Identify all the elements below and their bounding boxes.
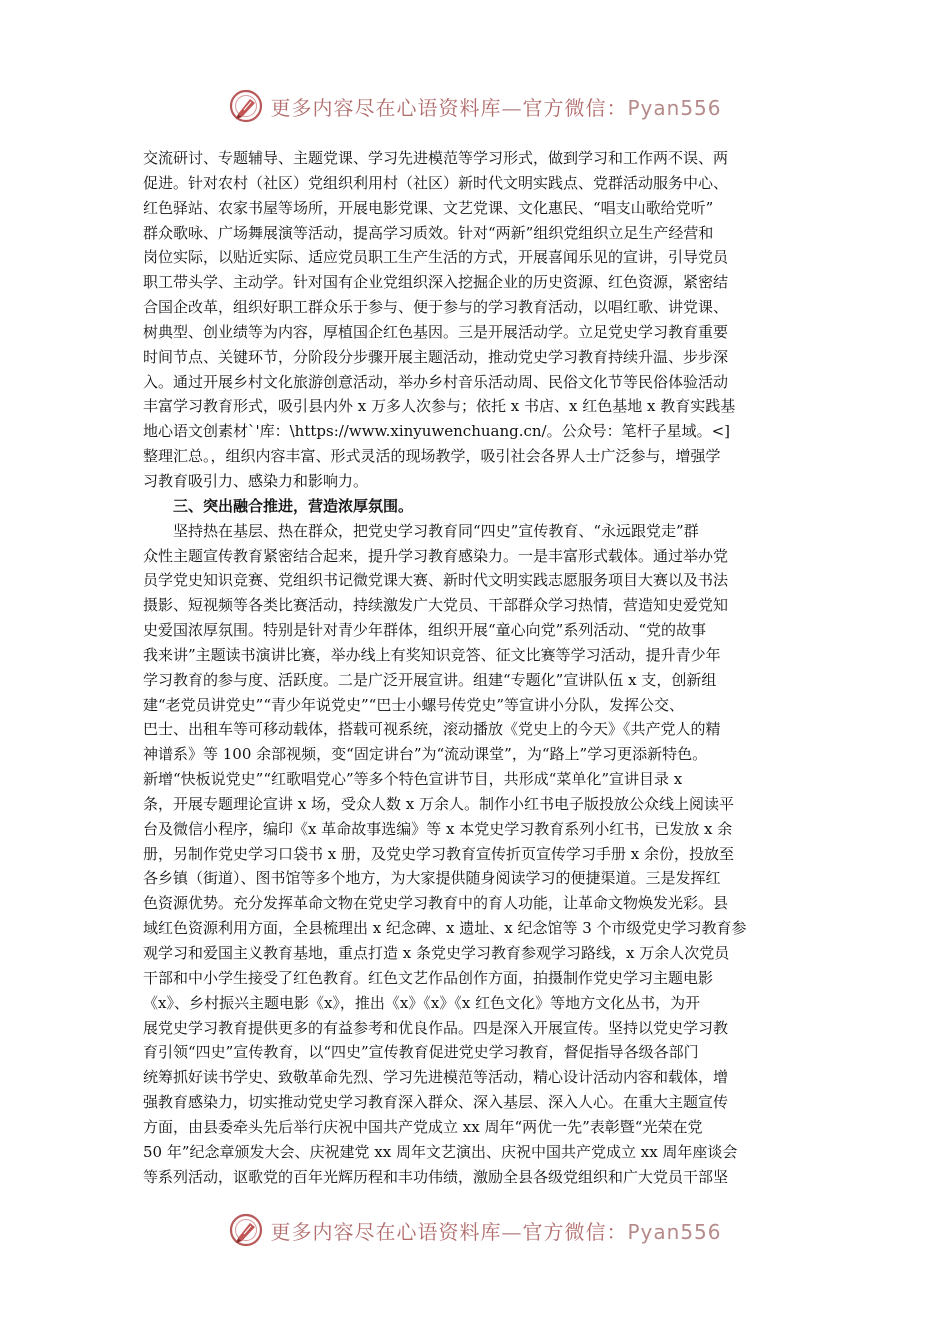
text-line: 我来讲”主题读书演讲比赛，举办线上有奖知识竞答、征文比赛等学习活动，提升青少年 [143,645,721,664]
footer-banner [0,1208,950,1252]
banner-separator: — [501,1219,523,1244]
text-line: 树典型、创业绩等为内容，厚植国企红色基因。三是开展活动学。立足党史学习教育重要 [143,322,729,341]
text-line: 习教育吸引力、感染力和影响力。 [143,471,369,490]
text-line: 育引领“四史”宣传教育，以“四史”宣传教育促进党史学习教育，督促指导各级各部门 [143,1043,699,1062]
text-line: 建“老党员讲党史”“青少年说党史”“巴士小螺号传党史”等宣讲小分队，发挥公交、 [143,695,685,714]
text-line: 巴士、出租车等可移动载体，搭载可视系统，滚动播放《党史上的今天》《共产党人的精 [143,720,721,739]
banner-wechat-id: Pyan556 [627,1219,722,1244]
text-line: 时间节点、关键环节，分阶段分步骤开展主题活动，推动党史学习教育持续升温、步步深 [143,347,729,366]
text-line: 神谱系》等 100 余部视频，变“固定讲台”为“流动课堂”，为“路上”学习更添新特色。 [143,745,708,764]
text-line: 条，开展专题理论宣讲 x 场，受众人数 x 万余人。制作小红书电子版投放公众线上阅读平 [143,794,734,813]
text-line: 域红色资源利用方面，全县梳理出 x 纪念碑、x 遗址、x 纪念馆等 3 个市级党史学习教育参 [143,919,747,938]
text-line: 50 年”纪念章颁发大会、庆祝建党 xx 周年文艺演出、庆祝中国共产党成立 xx 周年座谈会 [143,1142,738,1161]
text-line: 促进。针对农村（社区）党组织利用村（社区）新时代文明实践点、党群活动服务中心、 [143,173,729,192]
text-line: 色资源优势。充分发挥革命文物在党史学习教育中的育人功能，让革命文物焕发光彩。县 [143,894,729,913]
text-line: 展党史学习教育提供更多的有益参考和优良作品。四是深入开展宣传。坚持以党史学习教 [143,1018,729,1037]
text-line: 《x》、乡村振兴主题电影《x》，推出《x》《x》《x 红色文化》等地方文化丛书，为开 [143,993,701,1012]
header-banner-text [270,92,721,121]
banner-separator: — [501,95,523,120]
text-line: 册，另制作党史学习口袋书 x 册，及党史学习教育宣传折页宣传学习手册 x 余份，投放至 [143,844,734,863]
text-line: 统筹抓好读书学史、致敬革命先烈、学习先进模范等活动，精心设计活动内容和载体，增 [143,1068,729,1087]
text-line: 职工带头学、主动学。针对国有企业党组织深入挖掘企业的历史资源、红色资源，紧密结 [143,273,729,292]
header-banner [0,84,950,128]
text-line: 等系列活动，讴歌党的百年光辉历程和丰功伟绩，激励全县各级党组织和广大党员干部坚 [143,1167,729,1186]
text-line: 员学党史知识竞赛、党组织书记微党课大赛、新时代文明实践志愿服务项目大赛以及书法 [143,571,729,590]
banner-main-text: 更多内容尽在心语资料库 [270,1219,502,1244]
header-banner-content [228,88,721,124]
text-line: 岗位实际，以贴近实际、适应党员职工生产生活的方式，开展喜闻乐见的宣讲，引导党员 [143,248,729,267]
text-line: 学习教育的参与度、活跃度。二是广泛开展宣讲。组建“专题化”宣讲队伍 x 支，创新组 [143,670,717,689]
banner-main-text: 更多内容尽在心语资料库 [270,95,502,120]
text-line: 强教育感染力，切实推动党史学习教育深入群众、深入基层、深入人心。在重大主题宣传 [143,1093,729,1112]
text-line: 红色驿站、农家书屋等场所，开展电影党课、文艺党课、文化惠民、“唱支山歌给党听” [143,198,714,217]
text-line: 合国企改革，组织好职工群众乐于参与、便于参与的学习教育活动，以唱红歌、讲党课、 [143,298,729,317]
text-line: 丰富学习教育形式，吸引县内外 x 万多人次参与；依托 x 书店、x 红色基地 x 教育实践基 [143,397,736,416]
text-line: 交流研讨、专题辅导、主题党课、学习先进模范等学习形式，做到学习和工作两不误、两 [143,149,729,167]
text-line: 观学习和爱国主义教育基地，重点打造 x 条党史学习教育参观学习路线，x 万余人次党员 [143,944,730,962]
banner-suffix-text: 官方微信： [522,95,628,120]
text-line: 干部和中小学生接受了红色教育。红色文艺作品创作方面，拍摄制作党史学习主题电影 [143,968,714,987]
document-body [143,146,808,1189]
text-line: 方面，由县委牵头先后举行庆祝中国共产党成立 xx 周年“两优一先”表彰暨“光荣在党 [143,1117,703,1136]
text-line: 台及微信小程序，编印《x 革命故事选编》等 x 本党史学习教育系列小红书，已发放 x 余 [143,819,733,838]
text-line: 众性主题宣传教育紧密结合起来，提升学习教育感染力。一是丰富形式载体。通过举办党 [143,546,729,565]
text-line: 整理汇总。，组织内容丰富、形式灵活的现场教学，吸引社会各界人士广泛参与，增强学 [143,447,721,466]
text-line: 群众歌咏、广场舞展演等活动，提高学习质效。针对“两新”组织党组织立足生产经营和 [143,223,714,242]
section-heading: 三、突出融合推进，营造浓厚氛围。 [173,496,414,515]
text-line: 入。通过开展乡村文化旅游创意活动，举办乡村音乐活动周、民俗文化节等民俗体验活动 [143,372,729,391]
text-line: 地心语文创素材`'库：\https://www.xinyuwenchuang.cn/。公众号：笔杆子星域。<] [143,422,731,441]
text-line: 摄影、短视频等各类比赛活动，持续激发广大党员、干部群众学习热情，营造知史爱党知 [143,596,729,615]
banner-wechat-id: Pyan556 [627,95,722,120]
text-line: 各乡镇（街道）、图书馆等多个地方，为大家提供随身阅读学习的便捷渠道。三是发挥红 [143,869,721,888]
pen-nib-circle-icon [228,88,264,124]
pen-nib-circle-icon [228,1212,264,1248]
text-line: 史爱国浓厚氛围。特别是针对青少年群体，组织开展“童心向党”系列活动、“党的故事 [143,621,707,640]
footer-banner-content [228,1212,721,1248]
footer-banner-text [270,1216,721,1245]
text-line: 新增“快板说党史”“红歌唱党心”等多个特色宣讲节目，共形成“菜单化”宣讲目录 x [143,770,683,789]
paragraph-first-line: 坚持热在基层、热在群众，把党史学习教育同“四史”宣传教育、“永远跟党走”群 [173,521,699,540]
banner-suffix-text: 官方微信： [522,1219,628,1244]
